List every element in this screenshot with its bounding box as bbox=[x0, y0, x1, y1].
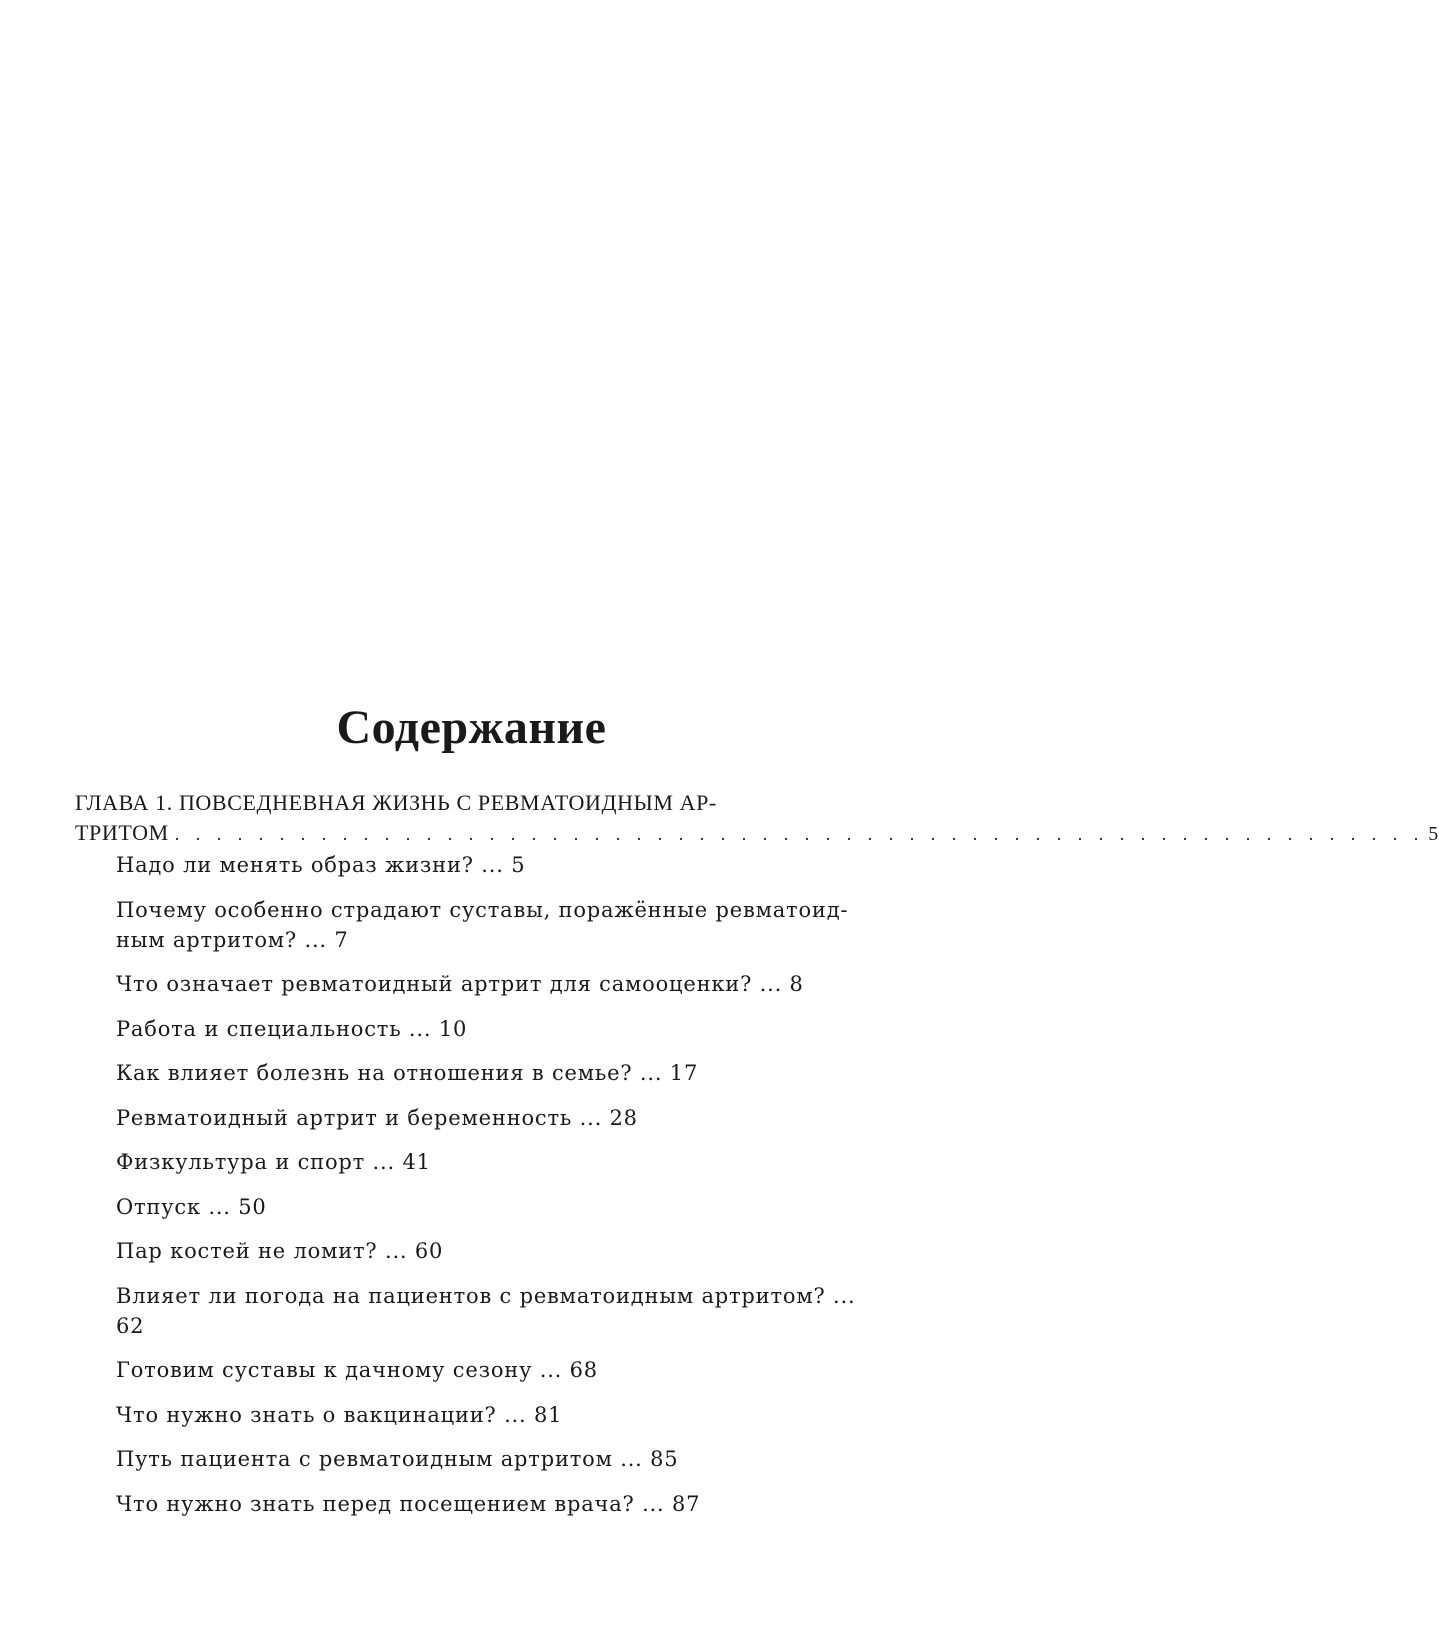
page-title: Содержание bbox=[336, 701, 607, 754]
toc-entry[interactable]: Ревматоидный артрит и беременность ... 28 bbox=[116, 1105, 638, 1130]
toc-entry[interactable]: Что нужно знать о вакцинации? ... 81 bbox=[116, 1402, 563, 1427]
chapter-page-number: 5 bbox=[1428, 823, 1439, 845]
chapter-heading[interactable] bbox=[75, 788, 1439, 849]
toc-entry[interactable]: Работа и специальность ... 10 bbox=[116, 1016, 468, 1041]
toc-entry[interactable]: Влияет ли погода на пациентов с ревматоидным артритом? ... 62 bbox=[116, 1283, 856, 1338]
chapter-title-continuation: ТРИТОМ bbox=[75, 820, 169, 845]
toc-entry[interactable]: Отпуск ... 50 bbox=[116, 1194, 267, 1219]
toc-entry[interactable]: Как влияет болезнь на отношения в семье? ... 17 bbox=[116, 1061, 699, 1085]
chapter-title-line-2 bbox=[75, 818, 1439, 849]
toc-entry[interactable]: Физкультура и спорт ... 41 bbox=[116, 1150, 431, 1174]
toc-entry[interactable]: Почему особенно страдают суставы, поражённые ревматоид-ным артритом? ... 7 bbox=[116, 897, 849, 952]
dot-leader: . . . . . . . . . . . . . . . . . . . . . . . . . . . . . . . . . . . . . . . . . . . . . . . . . . . . . . . . . . . . bbox=[174, 824, 1425, 844]
toc-entry[interactable]: Надо ли менять образ жизни? ... 5 bbox=[116, 853, 526, 877]
toc-list bbox=[116, 850, 876, 1533]
toc-entry[interactable]: Что нужно знать перед посещением врача? ... 87 bbox=[116, 1491, 701, 1516]
toc-entry[interactable]: Путь пациента с ревматоидным артритом ... 85 bbox=[116, 1447, 679, 1471]
chapter-title-line-1: ГЛАВА 1. ПОВСЕДНЕВНАЯ ЖИЗНЬ С РЕВМАТОИДНЫМ АР- bbox=[75, 790, 717, 815]
toc-entry[interactable]: Готовим суставы к дачному сезону ... 68 bbox=[116, 1358, 598, 1382]
toc-entry[interactable]: Что означает ревматоидный артрит для самооценки? ... 8 bbox=[116, 972, 804, 996]
toc-entry[interactable]: Пар костей не ломит? ... 60 bbox=[116, 1239, 444, 1263]
